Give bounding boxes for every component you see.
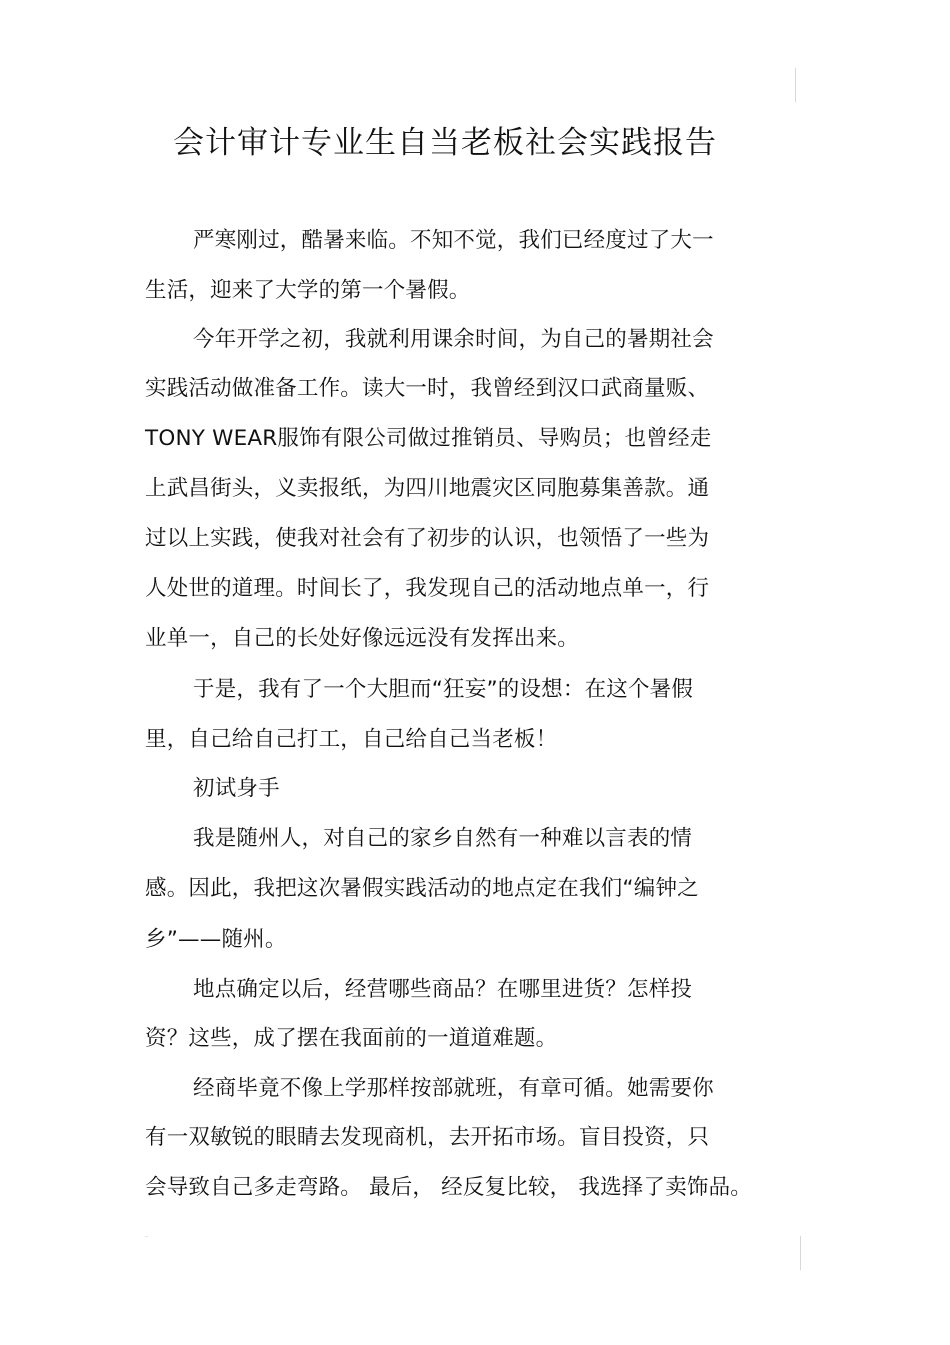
- paragraph-line: 业单一，自己的长处好像远远没有发挥出来。: [145, 626, 580, 651]
- paragraph-line: 会导致自己多走弯路。 最后， 经反复比较， 我选择了卖饰品。: [145, 1175, 753, 1200]
- paragraph-line: 今年开学之初，我就利用课余时间，为自己的暑期社会: [193, 327, 714, 352]
- paragraph-line: 我是随州人，对自己的家乡自然有一种难以言表的情: [193, 826, 693, 851]
- document-title: 会计审计专业生自当老板社会实践报告: [173, 125, 717, 161]
- paragraph-line: 生活，迎来了大学的第一个暑假。: [145, 278, 471, 303]
- paragraph-line: 地点确定以后，经营哪些商品？在哪里进货？怎样投: [193, 977, 693, 1002]
- paragraph-line: 感。因此，我把这次暑假实践活动的地点定在我们“编钟之: [145, 876, 699, 901]
- page-edge-mark: [800, 1236, 801, 1270]
- paragraph-line: 严寒刚过，酷暑来临。不知不觉，我们已经度过了大一: [193, 228, 714, 253]
- page-edge-mark: [795, 68, 796, 102]
- paragraph-line: TONY WEAR服饰有限公司做过推销员、导购员；也曾经走: [145, 426, 712, 451]
- paragraph-line: 经商毕竟不像上学那样按部就班，有章可循。她需要你: [193, 1076, 714, 1101]
- paragraph-line: 实践活动做准备工作。读大一时，我曾经到汉口武商量贩、: [145, 376, 710, 401]
- paragraph-line: 人处世的道理。时间长了，我发现自己的活动地点单一，行: [145, 576, 710, 601]
- paragraph-line: 于是，我有了一个大胆而“狂妄”的设想：在这个暑假: [193, 677, 694, 702]
- paragraph-line: 里，自己给自己打工，自己给自己当老板！: [145, 727, 558, 752]
- section-heading: 初试身手: [193, 776, 280, 801]
- paragraph-line: 过以上实践，使我对社会有了初步的认识，也领悟了一些为: [145, 526, 710, 551]
- paragraph-line: 有一双敏锐的眼睛去发现商机，去开拓市场。盲目投资，只: [145, 1125, 710, 1150]
- paragraph-line: 上武昌街头，义卖报纸，为四川地震灾区同胞募集善款。通: [145, 476, 710, 501]
- paragraph-line: 乡”——随州。: [145, 927, 287, 952]
- page-edge-mark: [145, 1236, 148, 1237]
- paragraph-line: 资？这些，成了摆在我面前的一道道难题。: [145, 1026, 558, 1051]
